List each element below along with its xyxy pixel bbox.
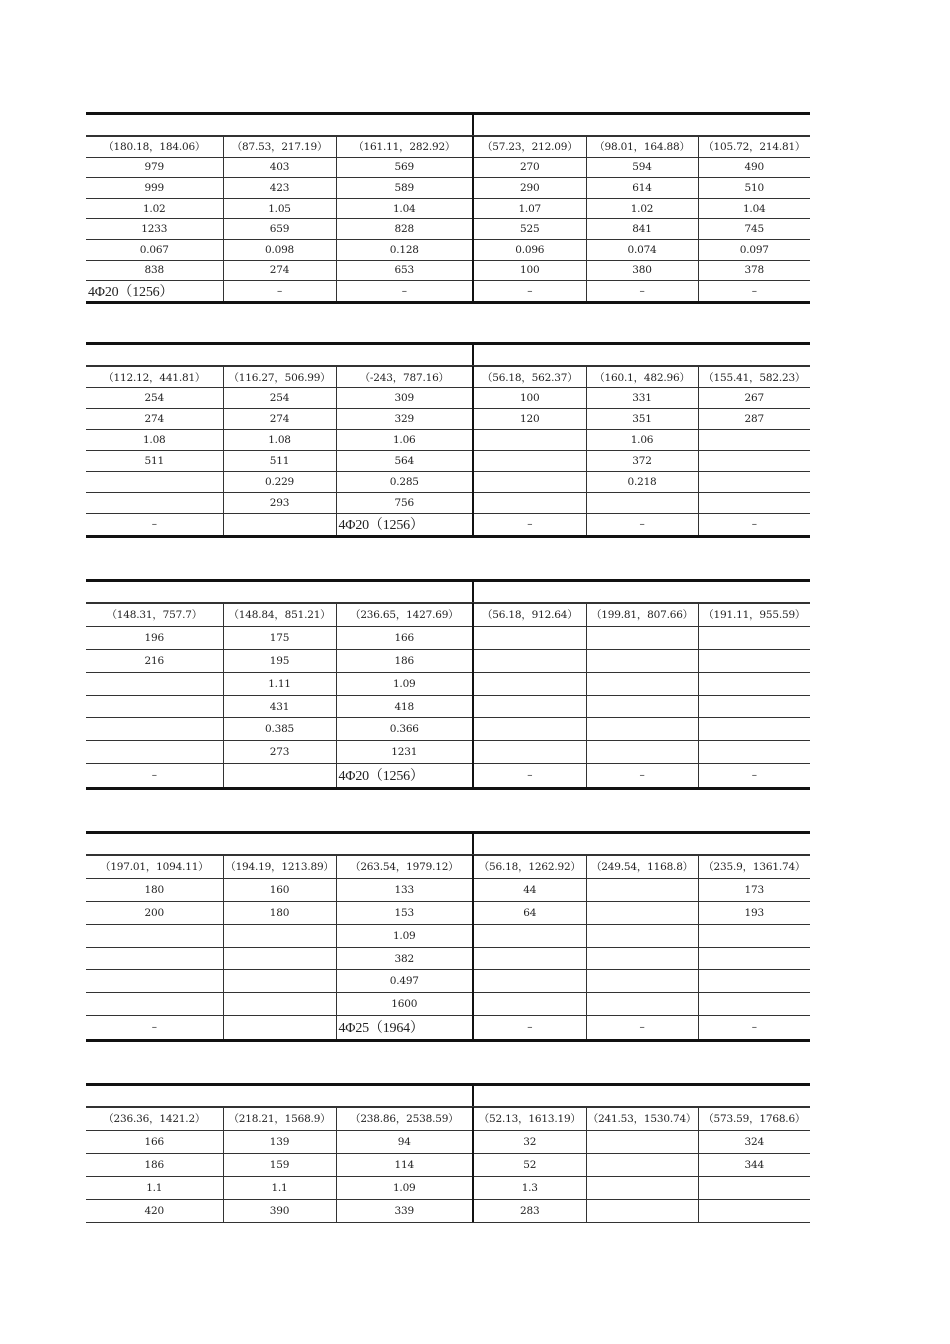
data-table-2 xyxy=(86,342,810,538)
table-cell xyxy=(586,924,698,947)
table-row xyxy=(86,514,810,535)
table-row xyxy=(86,901,810,924)
table-cell xyxy=(698,695,810,718)
table-row xyxy=(86,1176,810,1199)
table-cell: – xyxy=(698,1016,810,1039)
table-cell: 1.05 xyxy=(223,198,336,219)
table-cell: 153 xyxy=(336,901,473,924)
table-cell xyxy=(698,741,810,764)
table-cell: 200 xyxy=(86,901,223,924)
table-cell xyxy=(473,626,586,649)
table-cell: 380 xyxy=(586,260,698,281)
table-cell: – xyxy=(586,764,698,787)
table-cell xyxy=(698,451,810,472)
table-cell: 0.229 xyxy=(223,472,336,493)
table-body xyxy=(86,136,810,301)
column-group-divider xyxy=(472,579,474,602)
table-cell: 100 xyxy=(473,260,586,281)
table-row xyxy=(86,1016,810,1039)
table-cell: 589 xyxy=(336,178,473,199)
table-cell: 0.067 xyxy=(86,239,223,260)
table-cell xyxy=(586,649,698,672)
table-cell xyxy=(473,451,586,472)
table-cell: 166 xyxy=(336,626,473,649)
table-cell xyxy=(698,970,810,993)
table-cell xyxy=(473,649,586,672)
table-cell xyxy=(586,878,698,901)
table-cell: 979 xyxy=(86,157,223,178)
table-cell xyxy=(586,1176,698,1199)
table-row xyxy=(86,626,810,649)
table-cell: 186 xyxy=(336,649,473,672)
table-cell xyxy=(86,718,223,741)
table-cell: 756 xyxy=(336,493,473,514)
table-cell: （52.13，1613.19） xyxy=(473,1108,586,1131)
data-table-4 xyxy=(86,831,810,1042)
column-group-divider xyxy=(472,112,474,135)
table-cell: 841 xyxy=(586,219,698,240)
table-cell: – xyxy=(473,281,586,302)
table-row xyxy=(86,649,810,672)
table-row xyxy=(86,672,810,695)
table-cell xyxy=(473,993,586,1016)
table-cell: – xyxy=(336,281,473,302)
table-cell: 1.09 xyxy=(336,672,473,695)
table-cell: （56.18，562.37） xyxy=(473,367,586,388)
table-cell: 0.497 xyxy=(336,970,473,993)
table-row xyxy=(86,718,810,741)
coordinate-row xyxy=(86,856,810,879)
table-row xyxy=(86,1130,810,1153)
table-cell: 1.08 xyxy=(86,430,223,451)
table-cell: 0.385 xyxy=(223,718,336,741)
table-cell: （191.11，955.59） xyxy=(698,604,810,627)
table-cell: （148.84，851.21） xyxy=(223,604,336,627)
table-cell: 1.09 xyxy=(336,924,473,947)
coordinate-row xyxy=(86,367,810,388)
table-cell: （155.41，582.23） xyxy=(698,367,810,388)
table-cell xyxy=(586,741,698,764)
table-cell: 1233 xyxy=(86,219,223,240)
table-cell: 1231 xyxy=(336,741,473,764)
table-row xyxy=(86,924,810,947)
table-row xyxy=(86,878,810,901)
table-cell: 274 xyxy=(223,409,336,430)
table-cell: 378 xyxy=(698,260,810,281)
table-cell: 180 xyxy=(223,901,336,924)
table-row xyxy=(86,388,810,409)
table-cell: 0.096 xyxy=(473,239,586,260)
table-cell: （105.72，214.81） xyxy=(698,137,810,158)
table-cell: 511 xyxy=(86,451,223,472)
table-cell: 418 xyxy=(336,695,473,718)
table-row xyxy=(86,178,810,199)
table-cell: 32 xyxy=(473,1130,586,1153)
table-cell: 1600 xyxy=(336,993,473,1016)
table-cell: 344 xyxy=(698,1153,810,1176)
table-cell: 351 xyxy=(586,409,698,430)
table-cell: （236.36，1421.2） xyxy=(86,1108,223,1131)
table-cell: – xyxy=(473,1016,586,1039)
table-cell xyxy=(698,924,810,947)
table-header-row xyxy=(86,115,810,136)
table-cell xyxy=(473,472,586,493)
table-cell xyxy=(473,970,586,993)
table-cell: 1.04 xyxy=(698,198,810,219)
table-row xyxy=(86,409,810,430)
table-cell: 173 xyxy=(698,878,810,901)
table-cell: 293 xyxy=(223,493,336,514)
table-cell: 1.04 xyxy=(336,198,473,219)
table-cell: 283 xyxy=(473,1199,586,1222)
table-cell: 331 xyxy=(586,388,698,409)
table-cell xyxy=(586,695,698,718)
table-cell: 390 xyxy=(223,1199,336,1222)
table-cell xyxy=(698,993,810,1016)
column-group-divider xyxy=(472,1083,474,1106)
table-cell xyxy=(586,1153,698,1176)
table-row xyxy=(86,239,810,260)
table-cell: 254 xyxy=(86,388,223,409)
column-group-divider xyxy=(472,342,474,365)
table-cell: 254 xyxy=(223,388,336,409)
table-body xyxy=(86,603,810,787)
table-cell: 64 xyxy=(473,901,586,924)
table-cell: 1.06 xyxy=(336,430,473,451)
table-cell: 309 xyxy=(336,388,473,409)
table-cell: 186 xyxy=(86,1153,223,1176)
table-row xyxy=(86,198,810,219)
table-body xyxy=(86,366,810,535)
table-cell: 329 xyxy=(336,409,473,430)
table-cell xyxy=(223,514,336,535)
table-cell: 382 xyxy=(336,947,473,970)
table-cell xyxy=(223,764,336,787)
table-cell xyxy=(586,1199,698,1222)
table-cell xyxy=(698,493,810,514)
table-cell xyxy=(223,947,336,970)
table-cell: 838 xyxy=(86,260,223,281)
table-cell xyxy=(473,741,586,764)
table-row xyxy=(86,1153,810,1176)
table-cell: （87.53，217.19） xyxy=(223,137,336,158)
table-cell xyxy=(586,718,698,741)
table-cell xyxy=(473,924,586,947)
rebar-spec-cell: 4Φ25（1964） xyxy=(336,1016,473,1039)
table-cell: 420 xyxy=(86,1199,223,1222)
table-cell: – xyxy=(586,514,698,535)
table-cell: 1.08 xyxy=(223,430,336,451)
table-cell: 52 xyxy=(473,1153,586,1176)
table-row xyxy=(86,741,810,764)
column-group-divider xyxy=(472,831,474,854)
table-cell: 0.097 xyxy=(698,239,810,260)
coordinate-row xyxy=(86,1108,810,1131)
table-cell: 100 xyxy=(473,388,586,409)
table-cell: （249.54，1168.8） xyxy=(586,856,698,879)
table-cell xyxy=(86,924,223,947)
table-cell: 180 xyxy=(86,878,223,901)
table-cell xyxy=(473,493,586,514)
table-header-row xyxy=(86,582,810,603)
table-cell: – xyxy=(586,1016,698,1039)
table-cell: 94 xyxy=(336,1130,473,1153)
table-cell: 339 xyxy=(336,1199,473,1222)
table-cell xyxy=(586,493,698,514)
table-cell xyxy=(698,1176,810,1199)
table-cell: （199.81，807.66） xyxy=(586,604,698,627)
table-cell xyxy=(698,672,810,695)
table-cell xyxy=(698,626,810,649)
table-cell: – xyxy=(86,1016,223,1039)
table-cell: （56.18，912.64） xyxy=(473,604,586,627)
table-cell: – xyxy=(86,764,223,787)
table-cell: （180.18，184.06） xyxy=(86,137,223,158)
table-cell: 1.11 xyxy=(223,672,336,695)
table-cell xyxy=(586,626,698,649)
table-body xyxy=(86,1107,810,1222)
table-cell: （98.01，164.88） xyxy=(586,137,698,158)
table-row xyxy=(86,764,810,787)
table-cell: 999 xyxy=(86,178,223,199)
data-table-1 xyxy=(86,112,810,304)
table-cell xyxy=(698,430,810,451)
table-cell: （573.59，1768.6） xyxy=(698,1108,810,1131)
table-cell: （235.9，1361.74） xyxy=(698,856,810,879)
table-cell: 372 xyxy=(586,451,698,472)
table-cell: 139 xyxy=(223,1130,336,1153)
table-cell: （238.86，2538.59） xyxy=(336,1108,473,1131)
table-header-row xyxy=(86,834,810,855)
table-cell: 160 xyxy=(223,878,336,901)
table-cell: 324 xyxy=(698,1130,810,1153)
table-row xyxy=(86,695,810,718)
table-body xyxy=(86,855,810,1039)
table-cell xyxy=(586,970,698,993)
table-row xyxy=(86,260,810,281)
table-cell: 423 xyxy=(223,178,336,199)
table-cell: （116.27，506.99） xyxy=(223,367,336,388)
table-cell: 403 xyxy=(223,157,336,178)
table-cell xyxy=(223,924,336,947)
table-cell: （194.19，1213.89） xyxy=(223,856,336,879)
table-cell xyxy=(473,718,586,741)
rebar-spec-cell: 4Φ20（1256） xyxy=(86,281,223,302)
rebar-spec-cell: 4Φ20（1256） xyxy=(336,514,473,535)
table-cell: – xyxy=(473,764,586,787)
table-cell: （197.01，1094.11） xyxy=(86,856,223,879)
table-cell: 159 xyxy=(223,1153,336,1176)
table-cell: （263.54，1979.12） xyxy=(336,856,473,879)
table-cell: （-243，787.16） xyxy=(336,367,473,388)
table-cell xyxy=(223,970,336,993)
table-cell: 511 xyxy=(223,451,336,472)
table-cell xyxy=(586,993,698,1016)
table-cell: 274 xyxy=(223,260,336,281)
table-cell xyxy=(586,672,698,695)
table-cell: 1.07 xyxy=(473,198,586,219)
data-table-3 xyxy=(86,579,810,790)
table-row xyxy=(86,430,810,451)
table-row xyxy=(86,219,810,240)
table-cell: （161.11，282.92） xyxy=(336,137,473,158)
table-cell: 0.098 xyxy=(223,239,336,260)
table-cell: 0.366 xyxy=(336,718,473,741)
table-row xyxy=(86,281,810,302)
table-header-row xyxy=(86,1086,810,1107)
table-row xyxy=(86,472,810,493)
table-cell: – xyxy=(698,764,810,787)
table-cell xyxy=(86,472,223,493)
table-cell: 1.1 xyxy=(223,1176,336,1199)
table-row xyxy=(86,451,810,472)
table-cell: 193 xyxy=(698,901,810,924)
table-row xyxy=(86,993,810,1016)
table-cell: 564 xyxy=(336,451,473,472)
table-cell xyxy=(698,947,810,970)
table-cell: （160.1，482.96） xyxy=(586,367,698,388)
table-row xyxy=(86,970,810,993)
table-row xyxy=(86,1199,810,1222)
table-cell: （112.12，441.81） xyxy=(86,367,223,388)
table-cell xyxy=(223,993,336,1016)
table-cell: 653 xyxy=(336,260,473,281)
table-cell xyxy=(586,1130,698,1153)
table-cell xyxy=(586,901,698,924)
table-cell: （241.53，1530.74） xyxy=(586,1108,698,1131)
table-cell: 0.218 xyxy=(586,472,698,493)
table-cell: – xyxy=(223,281,336,302)
table-cell: 828 xyxy=(336,219,473,240)
table-cell xyxy=(473,695,586,718)
table-cell: 274 xyxy=(86,409,223,430)
table-cell: 614 xyxy=(586,178,698,199)
table-cell: 196 xyxy=(86,626,223,649)
table-cell: （57.23，212.09） xyxy=(473,137,586,158)
table-cell: 594 xyxy=(586,157,698,178)
table-cell: 216 xyxy=(86,649,223,672)
table-cell: 1.3 xyxy=(473,1176,586,1199)
table-cell: 1.1 xyxy=(86,1176,223,1199)
table-cell: 267 xyxy=(698,388,810,409)
table-row xyxy=(86,157,810,178)
table-cell: 287 xyxy=(698,409,810,430)
table-cell: 290 xyxy=(473,178,586,199)
table-cell: 270 xyxy=(473,157,586,178)
table-cell: （218.21，1568.9） xyxy=(223,1108,336,1131)
table-cell: 195 xyxy=(223,649,336,672)
table-cell: 490 xyxy=(698,157,810,178)
table-cell: （56.18，1262.92） xyxy=(473,856,586,879)
table-row xyxy=(86,493,810,514)
table-cell xyxy=(86,741,223,764)
table-cell xyxy=(698,1199,810,1222)
table-cell: 120 xyxy=(473,409,586,430)
table-cell: 114 xyxy=(336,1153,473,1176)
table-cell xyxy=(86,695,223,718)
table-cell: 273 xyxy=(223,741,336,764)
table-cell xyxy=(698,472,810,493)
coordinate-row xyxy=(86,137,810,158)
table-cell: 1.02 xyxy=(86,198,223,219)
table-cell: 0.128 xyxy=(336,239,473,260)
table-cell: 569 xyxy=(336,157,473,178)
table-cell xyxy=(86,993,223,1016)
table-cell xyxy=(86,970,223,993)
table-cell: 659 xyxy=(223,219,336,240)
table-cell xyxy=(698,649,810,672)
table-cell: （148.31，757.7） xyxy=(86,604,223,627)
table-cell xyxy=(698,718,810,741)
table-cell: （236.65，1427.69） xyxy=(336,604,473,627)
table-cell: – xyxy=(86,514,223,535)
table-cell: 166 xyxy=(86,1130,223,1153)
table-cell xyxy=(86,672,223,695)
table-cell: 431 xyxy=(223,695,336,718)
table-cell: 1.09 xyxy=(336,1176,473,1199)
table-cell: 175 xyxy=(223,626,336,649)
table-cell xyxy=(586,947,698,970)
table-cell: 525 xyxy=(473,219,586,240)
table-cell: 44 xyxy=(473,878,586,901)
table-row xyxy=(86,947,810,970)
table-cell: 1.06 xyxy=(586,430,698,451)
rebar-spec-cell: 4Φ20（1256） xyxy=(336,764,473,787)
table-cell: 1.02 xyxy=(586,198,698,219)
coordinate-row xyxy=(86,604,810,627)
table-header-row xyxy=(86,345,810,366)
table-cell xyxy=(86,947,223,970)
table-cell xyxy=(86,493,223,514)
table-cell: 0.285 xyxy=(336,472,473,493)
table-cell: – xyxy=(698,281,810,302)
data-table-5 xyxy=(86,1083,810,1223)
table-cell: – xyxy=(698,514,810,535)
table-cell xyxy=(473,430,586,451)
table-cell: – xyxy=(473,514,586,535)
table-cell: 0.074 xyxy=(586,239,698,260)
table-cell: 510 xyxy=(698,178,810,199)
table-cell xyxy=(223,1016,336,1039)
table-cell: 745 xyxy=(698,219,810,240)
table-cell xyxy=(473,672,586,695)
table-cell: 133 xyxy=(336,878,473,901)
table-cell: – xyxy=(586,281,698,302)
table-cell xyxy=(473,947,586,970)
